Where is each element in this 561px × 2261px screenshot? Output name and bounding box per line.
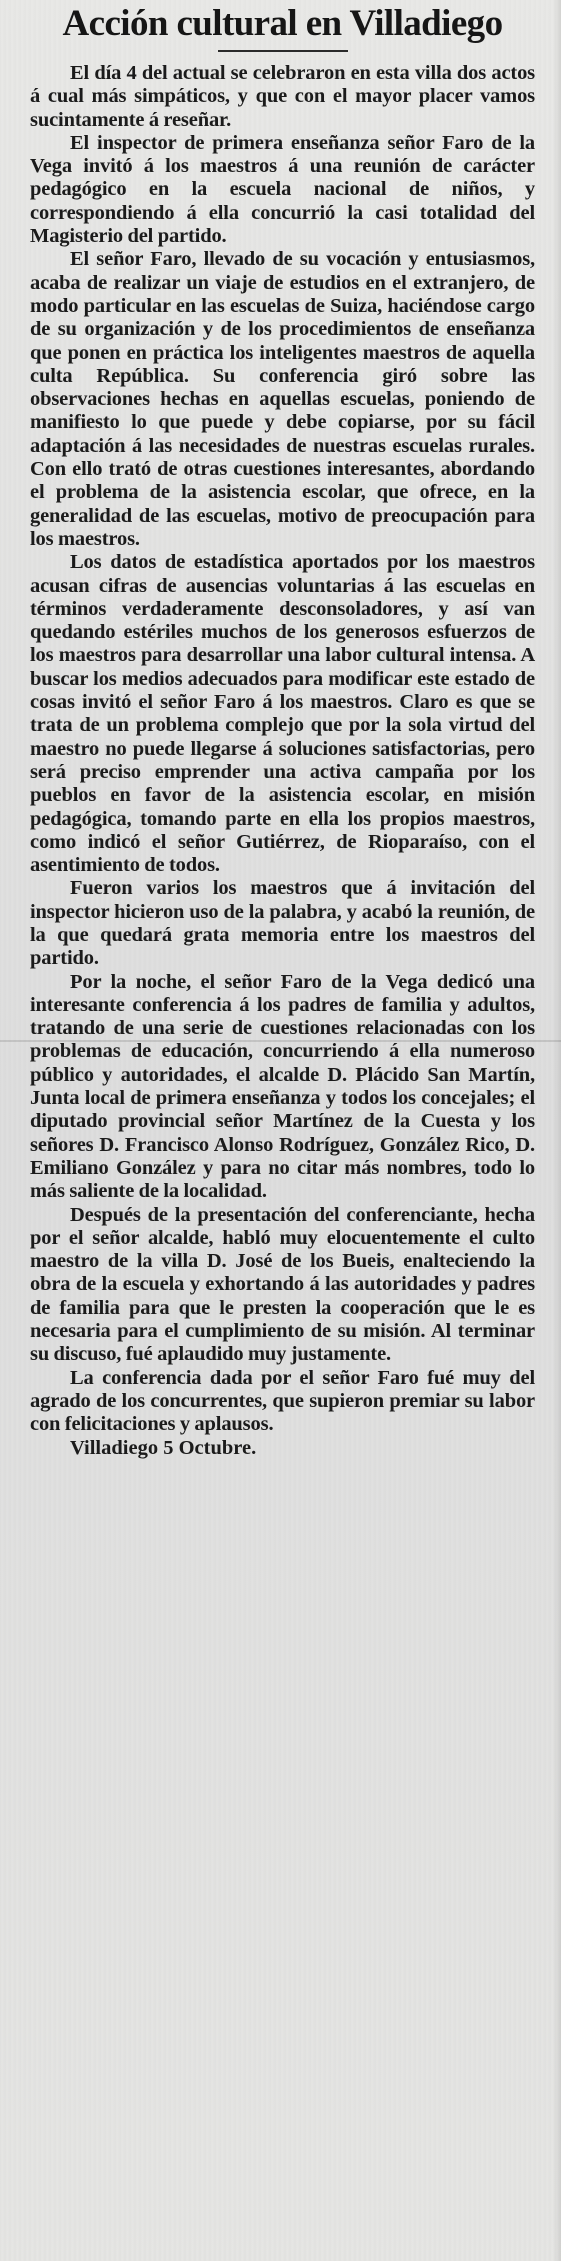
article-paragraph: Fueron varios los maestros que á invitación del inspector hicieron uso de la palabra, y acabó la reunión, de la que quedará grata memoria entre los maestros del partido. [30,877,535,970]
article-paragraph: Por la noche, el señor Faro de la Vega dedicó una interesante conferencia á los padres de familia y adultos, tratando de una serie de cuestiones relacionadas con los problemas de educación, concurriendo á ella numeroso público y autoridades, el alcalde D. Plácido San Martín, Junta local de primera enseñanza y todos los concejales; el diputado provincial señor Martínez de la Cuesta y los señores D. Francisco Alonso Rodríguez, González Rico, D. Emiliano González y para no citar más nombres, todo lo más saliente de la localidad. [30,970,535,1203]
paper-crease [0,1040,561,1042]
paper-edge-shadow [553,0,561,2261]
article-column [30,0,535,2261]
article-paragraph: Después de la presentación del conferenciante, hecha por el señor alcalde, habló muy elocuentemente el culto maestro de la villa D. José de los Bueis, enalteciendo la obra de la escuela y exhortando á las autoridades y padres de familia para que le presten la cooperación que le es necesaria para el cumplimiento de su misión. Al terminar su discuso, fué aplaudido muy justamente. [30,1203,535,1366]
article-paragraph: Los datos de estadística aportados por los maestros acusan cifras de ausencias voluntarias á las escuelas en términos verdaderamente desconsoladores, y así van quedando estériles muchos de los generosos esfuerzos de los maestros para desarrollar una labor cultural intensa. A buscar los medios adecuados para modificar este estado de cosas invitó el señor Faro á los maestros. Claro es que se trata de un problema complejo que por la sola virtud del maestro no puede llegarse á soluciones satisfactorias, pero será preciso emprender una activa campaña por los pueblos en favor de la asistencia escolar, en misión pedagógica, tomando parte en ella los propios maestros, como indicó el señor Gutiérrez, de Rioparaíso, con el asentimiento de todos. [30,551,535,877]
article-paragraph: La conferencia dada por el señor Faro fué muy del agrado de los concurrentes, que supieron premiar su labor con felicitaciones y aplausos. [30,1366,535,1436]
headline-rule [218,50,348,52]
article-paragraph: El señor Faro, llevado de su vocación y entusiasmos, acaba de realizar un viaje de estudios en el extranjero, de modo particular en las escuelas de Suiza, haciéndose cargo de su organización y de los procedimientos de enseñanza que ponen en práctica los inteligentes maestros de aquella culta República. Su conferencia giró sobre las observaciones hechas en aquellas escuelas, poniendo de manifiesto lo que puede y debe copiarse, por su fácil adaptación á las necesidades de nuestras escuelas rurales. Con ello trató de otras cuestiones interesantes, abordando el problema de la asistencia escolar, que ofrece, en la generalidad de las escuelas, motivo de preocupación para los maestros. [30,248,535,550]
article-headline: Acción cultural en Villadiego [62,3,503,44]
article-paragraph: El inspector de primera enseñanza señor Faro de la Vega invitó á los maestros á una reunión de carácter pedagógico en la escuela nacional de niños, y correspondiendo á ella concurrió la casi totalidad del Magisterio del partido. [30,131,535,248]
article-dateline: Villadiego 5 Octubre. [70,1436,257,1459]
article-paragraph: El día 4 del actual se celebraron en esta villa dos actos á cual más simpáticos, y que con el mayor placer vamos sucintamente á reseñar. [30,62,535,131]
